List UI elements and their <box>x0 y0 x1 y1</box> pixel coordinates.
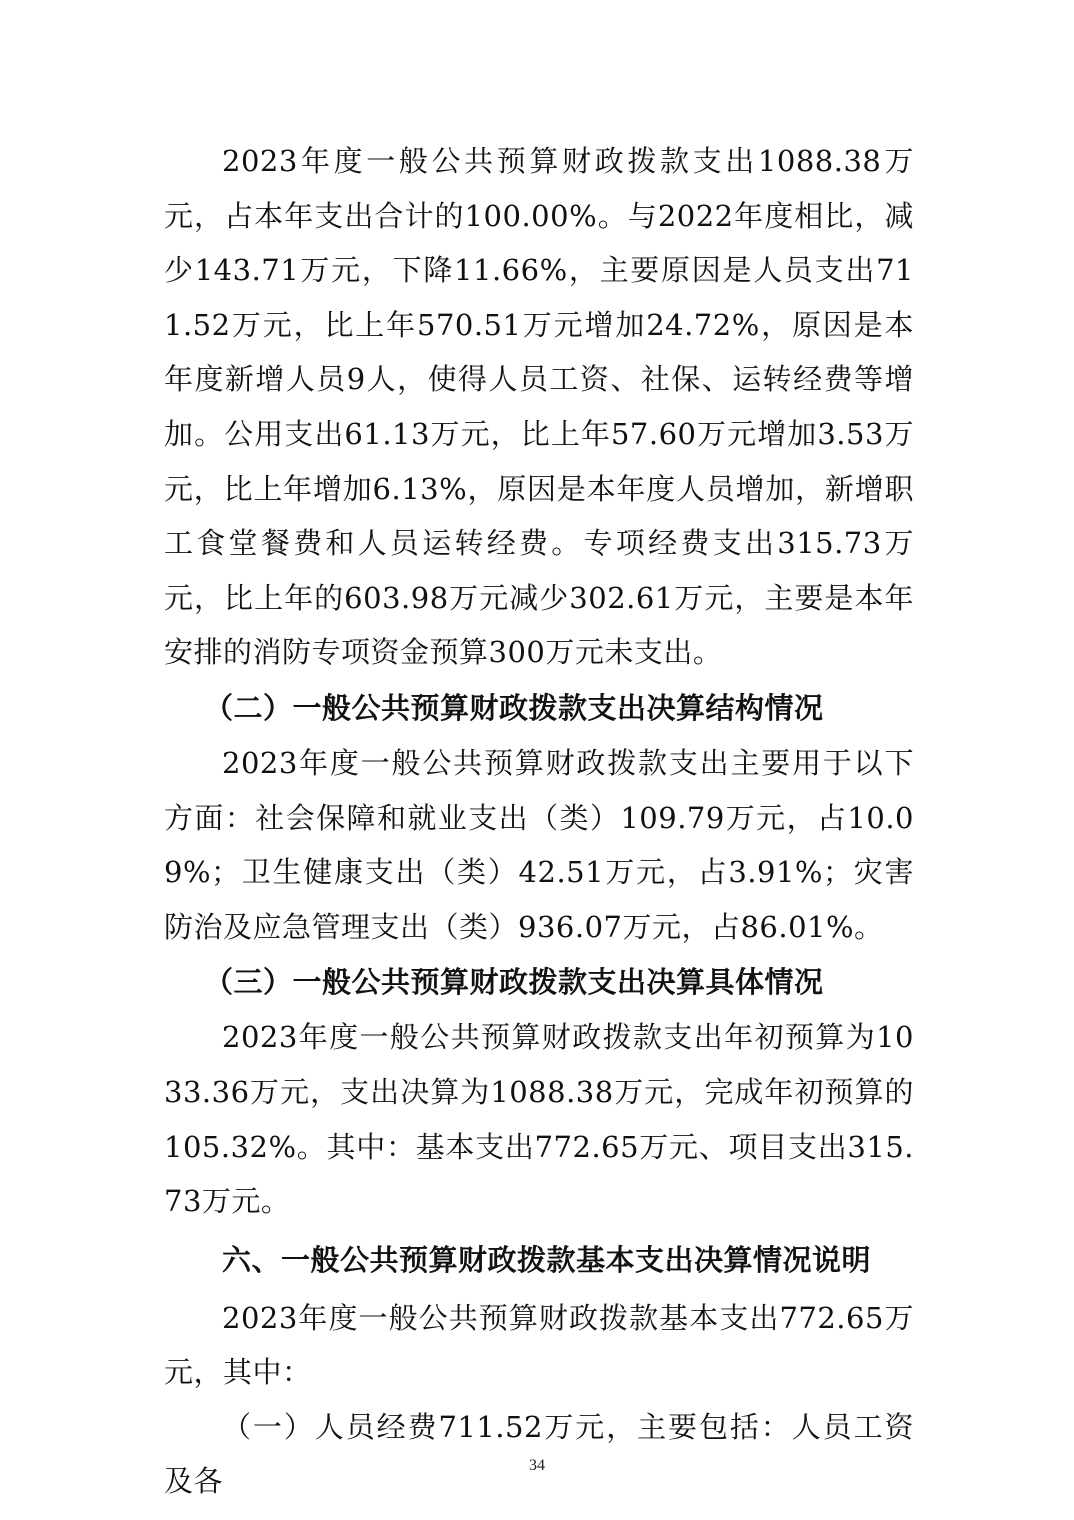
paragraph-expenditure-overview: 2023年度一般公共预算财政拨款支出1088.38万元，占本年支出合计的100.00%。与2022年度相比，减少143.71万元，下降11.66%，主要原因是人员支出711.52万元，比上年570.51万元增加24.72%，原因是本年度新增人员9人，使得人员工资、社保、运转经费等增加。公用支出61.13万元，比上年57.60万元增加3.53万元，比上年增加6.13%，原因是本年度人员增加，新增职工食堂餐费和人员运转经费。专项经费支出315.73万元，比上年的603.98万元减少302.61万元，主要是本年安排的消防专项资金预算300万元未支出。 <box>164 144 914 670</box>
page-number: 34 <box>529 1457 545 1474</box>
chapter-heading-basic-expenditure: 六、一般公共预算财政拨款基本支出决算情况说明 <box>222 1242 872 1277</box>
document-body <box>164 134 914 1509</box>
paragraph-expenditure-details: 2023年度一般公共预算财政拨款支出年初预算为1033.36万元，支出决算为1088.38万元，完成年初预算的105.32%。其中：基本支出772.65万元、项目支出315.73万元。 <box>164 1020 914 1219</box>
paragraph-basic-expenditure: 2023年度一般公共预算财政拨款基本支出772.65万元，其中： <box>164 1300 914 1390</box>
section-heading-structure: （二）一般公共预算财政拨款支出决算结构情况 <box>204 690 824 725</box>
paragraph-personnel-expenses: （一）人员经费711.52万元，主要包括：人员工资及各 <box>164 1409 914 1499</box>
paragraph-expenditure-structure: 2023年度一般公共预算财政拨款支出主要用于以下方面：社会保障和就业支出（类）109.79万元，占10.09%；卫生健康支出（类）42.51万元，占3.91%；灾害防治及应急管理支出（类）936.07万元，占86.01%。 <box>164 745 914 944</box>
section-heading-details: （三）一般公共预算财政拨款支出决算具体情况 <box>204 965 824 1000</box>
